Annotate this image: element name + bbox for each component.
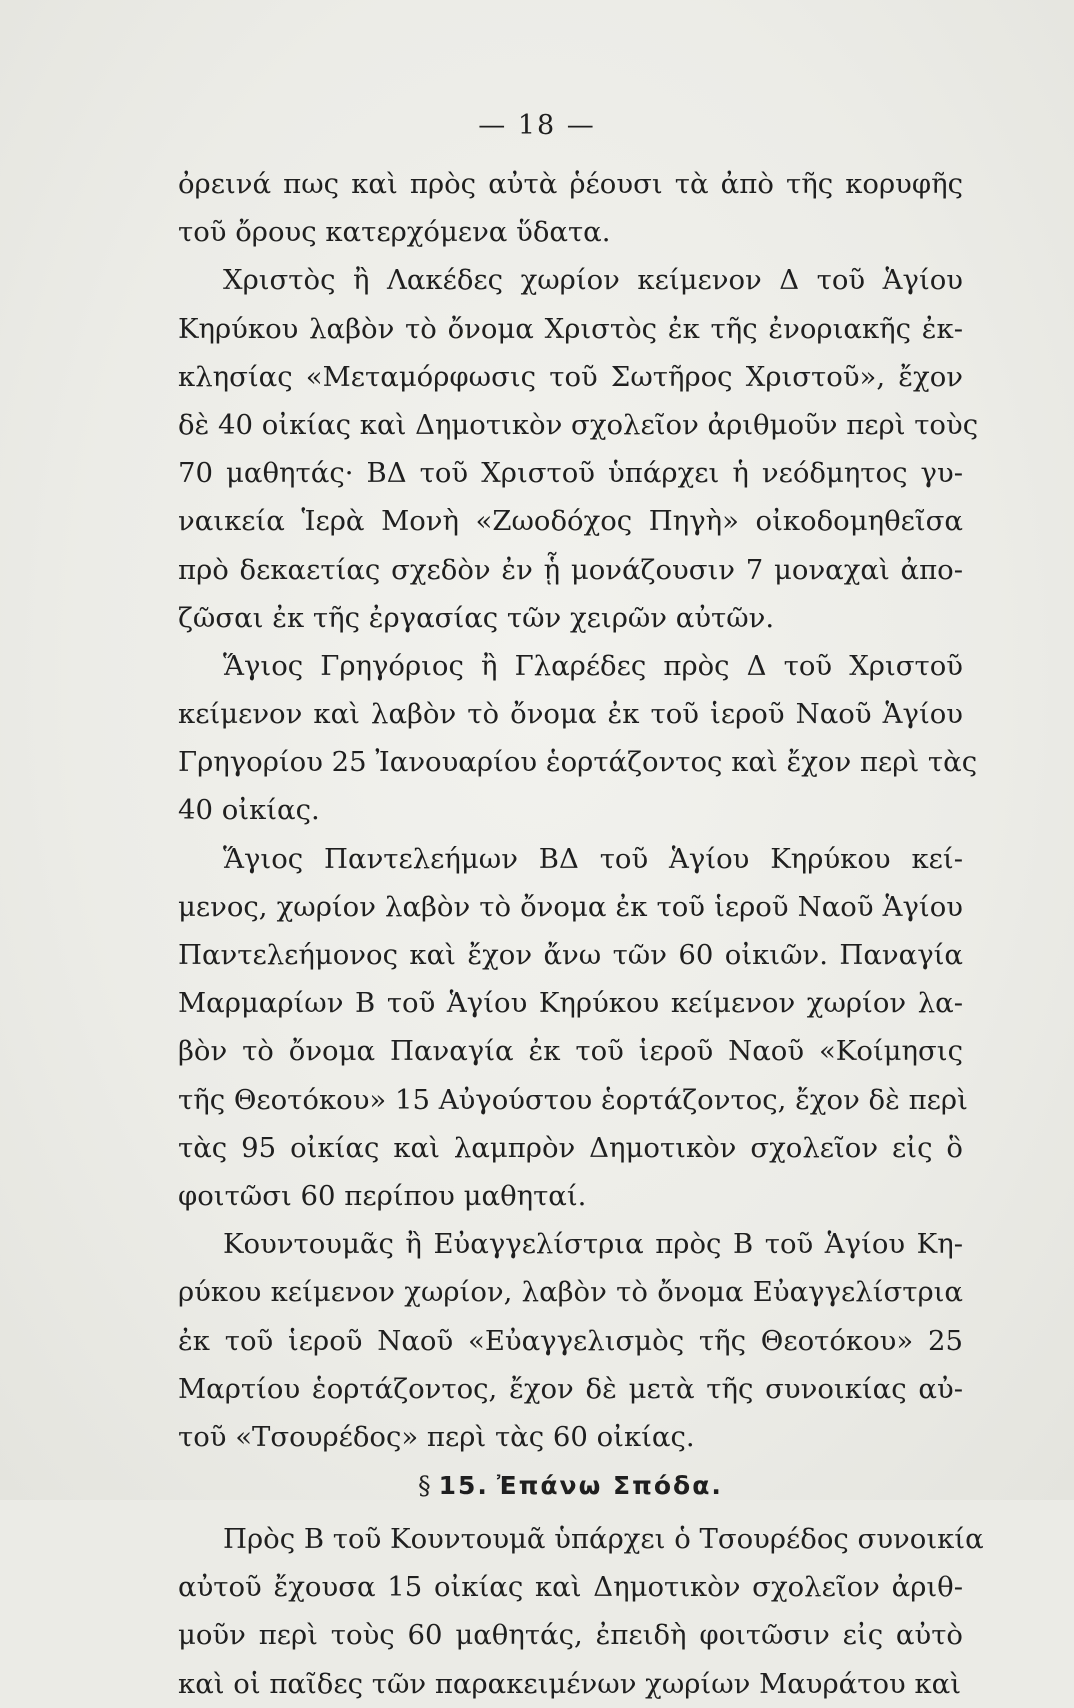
section-symbol: § [418, 1471, 431, 1501]
text-line: ζῶσαι ἐκ τῆς ἐργασίας τῶν χειρῶν αὐτῶν. [178, 601, 775, 634]
text-line: κείμενον καὶ λαβὸν τὸ ὄνομα ἐκ τοῦ ἱεροῦ Ναοῦ Ἁγίου [178, 698, 963, 731]
section-number: 15. [438, 1471, 489, 1501]
text-line: τοῦ ὄρους κατερχόμενα ὕδατα. [178, 216, 611, 249]
paragraph [178, 642, 978, 835]
text-line: καὶ οἱ παῖδες τῶν παρακειμένων χωρίων Μαυράτου καὶ [178, 1667, 962, 1700]
text-line: βὸν τὸ ὄνομα Παναγία ἐκ τοῦ ἱεροῦ Ναοῦ «Κοίμησις [178, 1035, 963, 1068]
text-line: πρὸ δεκαετίας σχεδὸν ἐν ᾗ μονάζουσιν 7 μοναχαὶ ἀπο- [178, 553, 963, 586]
page-number: — 18 — [478, 110, 596, 141]
text-line: ὀρεινά πως καὶ πρὸς αὐτὰ ῥέουσι τὰ ἀπὸ τῆς κορυφῆς [178, 168, 963, 200]
text-line: ρύκου κείμενον χωρίον, λαβὸν τὸ ὄνομα Εὐαγγελίστρια [178, 1276, 963, 1309]
text-line: Ἅγιος Παντελεήμων ΒΔ τοῦ Ἁγίου Κηρύκου κεί- [223, 842, 963, 875]
text-line: φοιτῶσι 60 περίπου μαθηταί. [178, 1179, 587, 1212]
text-line: τῆς Θεοτόκου» 15 Αὐγούστου ἑορτάζοντος, ἔχον δὲ περὶ [178, 1083, 968, 1116]
page-text [178, 160, 984, 1708]
text-line: μοῦν περὶ τοὺς 60 μαθητάς, ἐπειδὴ φοιτῶσιν εἰς αὐτὸ [178, 1619, 963, 1652]
text-line: Ἅγιος Γρηγόριος ἢ Γλαρέδες πρὸς Δ τοῦ Χριστοῦ [223, 649, 963, 682]
text-line: Πρὸς Β τοῦ Κουντουμᾶ ὑπάρχει ὁ Τσουρέδος συνοικία [223, 1523, 984, 1556]
text-line: Παντελεήμονος καὶ ἔχον ἄνω τῶν 60 οἰκιῶν. Παναγία [178, 939, 963, 971]
text-line: μενος, χωρίον λαβὸν τὸ ὄνομα ἐκ τοῦ ἱεροῦ Ναοῦ Ἁγίου [178, 890, 963, 923]
paragraph [178, 1220, 963, 1461]
text-line: αὐτοῦ ἔχουσα 15 οἰκίας καὶ Δημοτικὸν σχολεῖον ἀριθ- [178, 1571, 963, 1604]
section-title: Ἐπάνω Σπόδα. [496, 1471, 723, 1501]
text-line: Κουντουμᾶς ἢ Εὐαγγελίστρια πρὸς Β τοῦ Ἁγίου Κη- [223, 1228, 963, 1261]
paragraph [178, 835, 968, 1221]
text-line: Μαρμαρίων Β τοῦ Ἁγίου Κηρύκου κείμενον χωρίον λα- [178, 987, 963, 1020]
paragraph [178, 1515, 984, 1708]
text-line: Κηρύκου λαβὸν τὸ ὄνομα Χριστὸς ἐκ τῆς ἐνοριακῆς ἐκ- [178, 312, 963, 345]
text-line: τοῦ «Τσουρέδος» περὶ τὰς 60 οἰκίας. [178, 1420, 695, 1453]
text-line: 40 οἰκίας. [178, 794, 320, 827]
paragraph [178, 256, 979, 642]
text-line: 70 μαθητάς· ΒΔ τοῦ Χριστοῦ ὑπάρχει ἡ νεόδμητος γυ- [178, 457, 963, 490]
text-line: Χριστὸς ἢ Λακέδες χωρίον κείμενον Δ τοῦ Ἁγίου [223, 264, 963, 297]
text-line: τὰς 95 οἰκίας καὶ λαμπρὸν Δημοτικὸν σχολεῖον εἰς ὃ [178, 1131, 963, 1164]
text-line: δὲ 40 οἰκίας καὶ Δημοτικὸν σχολεῖον ἀριθμοῦν περὶ τοὺς [178, 408, 979, 441]
text-line: κλησίας «Μεταμόρφωσις τοῦ Σωτῆρος Χριστοῦ», ἔχον [178, 360, 963, 393]
text-line: ἐκ τοῦ ἱεροῦ Ναοῦ «Εὐαγγελισμὸς τῆς Θεοτόκου» 25 [178, 1324, 963, 1357]
text-line: ναικεία Ἱερὰ Μονὴ «Ζωοδόχος Πηγὴ» οἰκοδομηθεῖσα [178, 505, 963, 538]
text-line: Μαρτίου ἑορτάζοντος, ἔχον δὲ μετὰ τῆς συνοικίας αὐ- [178, 1372, 963, 1405]
text-line: Γρηγορίου 25 Ἰανουαρίου ἑορτάζοντος καὶ ἔχον περὶ τὰς [178, 746, 978, 779]
paragraph [178, 160, 963, 256]
section-heading [178, 1457, 963, 1515]
